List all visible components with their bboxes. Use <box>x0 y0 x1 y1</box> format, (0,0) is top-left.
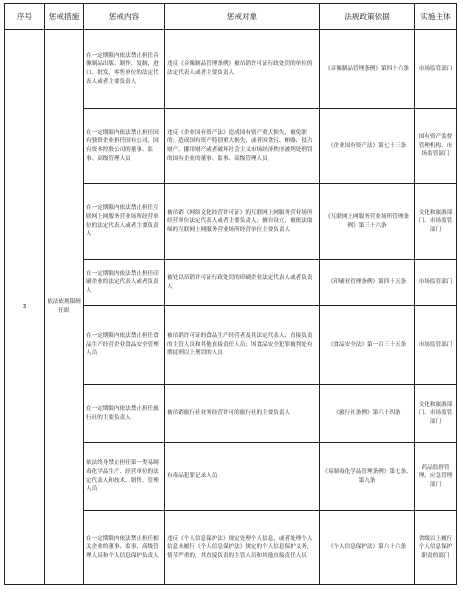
agency-cell: 市场监管部门 <box>415 260 457 306</box>
content-cell: 在一定期限内依法禁止担任相关企业的董事、监事、高级管理人员和个人信息保护负责人 <box>84 511 165 585</box>
target-cell: 被吊销许可证的食品生产经营者及其法定代表人、直接负责的主管人员和其他直接责任人员；因食品安全犯罪被判处有期徒刑以上刑罚的人员 <box>165 306 320 385</box>
target-cell: 违反《音像制品管理条例》被吊销许可证行政处罚的单位的法定代表人或者主要负责人 <box>165 30 320 109</box>
basis-cell: 《个人信息保护法》第六十六条 <box>320 511 415 585</box>
target-cell: 被处以吊销许可证行政处罚的印刷企业法定代表人或者负责人 <box>165 260 320 306</box>
measure-cell: 依法依规限制任职 <box>45 30 84 585</box>
header-basis: 法规政策依据 <box>320 4 415 30</box>
table-row <box>5 30 457 109</box>
agency-cell: 文化和旅游部门、市场监管部门 <box>415 184 457 260</box>
target-cell: 有毒品犯罪记录人员 <box>165 443 320 511</box>
target-cell: 被吊销旅行社业务经营许可的旅行社的主要负责人 <box>165 385 320 443</box>
content-cell: 在一定期限内依法禁止担任旅行社的主要负责人 <box>84 385 165 443</box>
basis-cell: 《食品安全法》第一百三十五条 <box>320 306 415 385</box>
basis-cell: 《印刷业管理条例》第四十五条 <box>320 260 415 306</box>
row-number: 3 <box>5 30 45 585</box>
agency-cell: 省级以上履行个人信息保护职责的部门 <box>415 511 457 585</box>
header-agency: 实施主体 <box>415 4 457 30</box>
content-cell: 在一定期限内依法禁止担任国有独资企业担任国有公司、国有资本控股公司的董事、监事、高级管理人员 <box>84 109 165 184</box>
basis-cell: 《旅行社条例》第六十四条 <box>320 385 415 443</box>
target-cell: 违反《企业国有资产法》造成国有资产重大损失，被免职的；造成国有资产特别重大损失，或者因贪污、贿赂、侵占财产、挪用财产或者破坏社会主义市场经济秩序被判处刑罚的国有企业的董事、监事、高级管理人员 <box>165 109 320 184</box>
content-cell: 在一定期限内依法禁止担任印刷企业的法定代表人或者负责人 <box>84 260 165 306</box>
header-number: 序号 <box>5 4 45 30</box>
target-cell: 被吊销《网络文化经营许可证》的互联网上网服务营业场所经营单位法定代表人或者主要负责人；擅自设立，被依法取缔的互联网上网服务营业场所经营单位主要负责人 <box>165 184 320 260</box>
content-cell: 依法终身禁止担任第一类易制毒化学品生产、经营单位的法定代表人和技术、销售、管理人员 <box>84 443 165 511</box>
basis-cell: 《音像制品管理条例》第四十六条 <box>320 30 415 109</box>
penalty-table <box>4 3 457 585</box>
content-cell: 在一定期限内依法禁止担任互联网上网服务营业场所经营单位的法定代表人或者主要负责人 <box>84 184 165 260</box>
content-cell: 在一定期限内依法禁止担任音像制品出版、制作、复制、进口、批发、零售单位的法定代表人或者主要负责人 <box>84 30 165 109</box>
agency-cell: 市场监管部门 <box>415 306 457 385</box>
header-target: 惩戒对象 <box>165 4 320 30</box>
basis-cell: 《企业国有资产法》第七十三条 <box>320 109 415 184</box>
header-content: 惩戒内容 <box>84 4 165 30</box>
agency-cell: 药品监督管理、应急管理部门 <box>415 443 457 511</box>
basis-cell: 《互联网上网服务营业场所管理条例》第三十六条 <box>320 184 415 260</box>
target-cell: 违反《个人信息保护法》规定处理个人信息，或者处理个人信息未履行《个人信息保护法》规定的个人信息保护义务，情节严重的，其直接负责的主管人员和其他直接责任人员 <box>165 511 320 585</box>
basis-cell: 《易制毒化学品管理条例》第七条、第九条 <box>320 443 415 511</box>
header-row <box>5 4 457 30</box>
content-cell: 在一定期限内依法禁止担任食品生产经营企业食品安全管理人员 <box>84 306 165 385</box>
agency-cell: 国有资产监督管理机构、市场监管部门 <box>415 109 457 184</box>
agency-cell: 文化和旅游部门、市场监管部门 <box>415 385 457 443</box>
agency-cell: 市场监管部门 <box>415 30 457 109</box>
header-measure: 惩戒措施 <box>45 4 84 30</box>
